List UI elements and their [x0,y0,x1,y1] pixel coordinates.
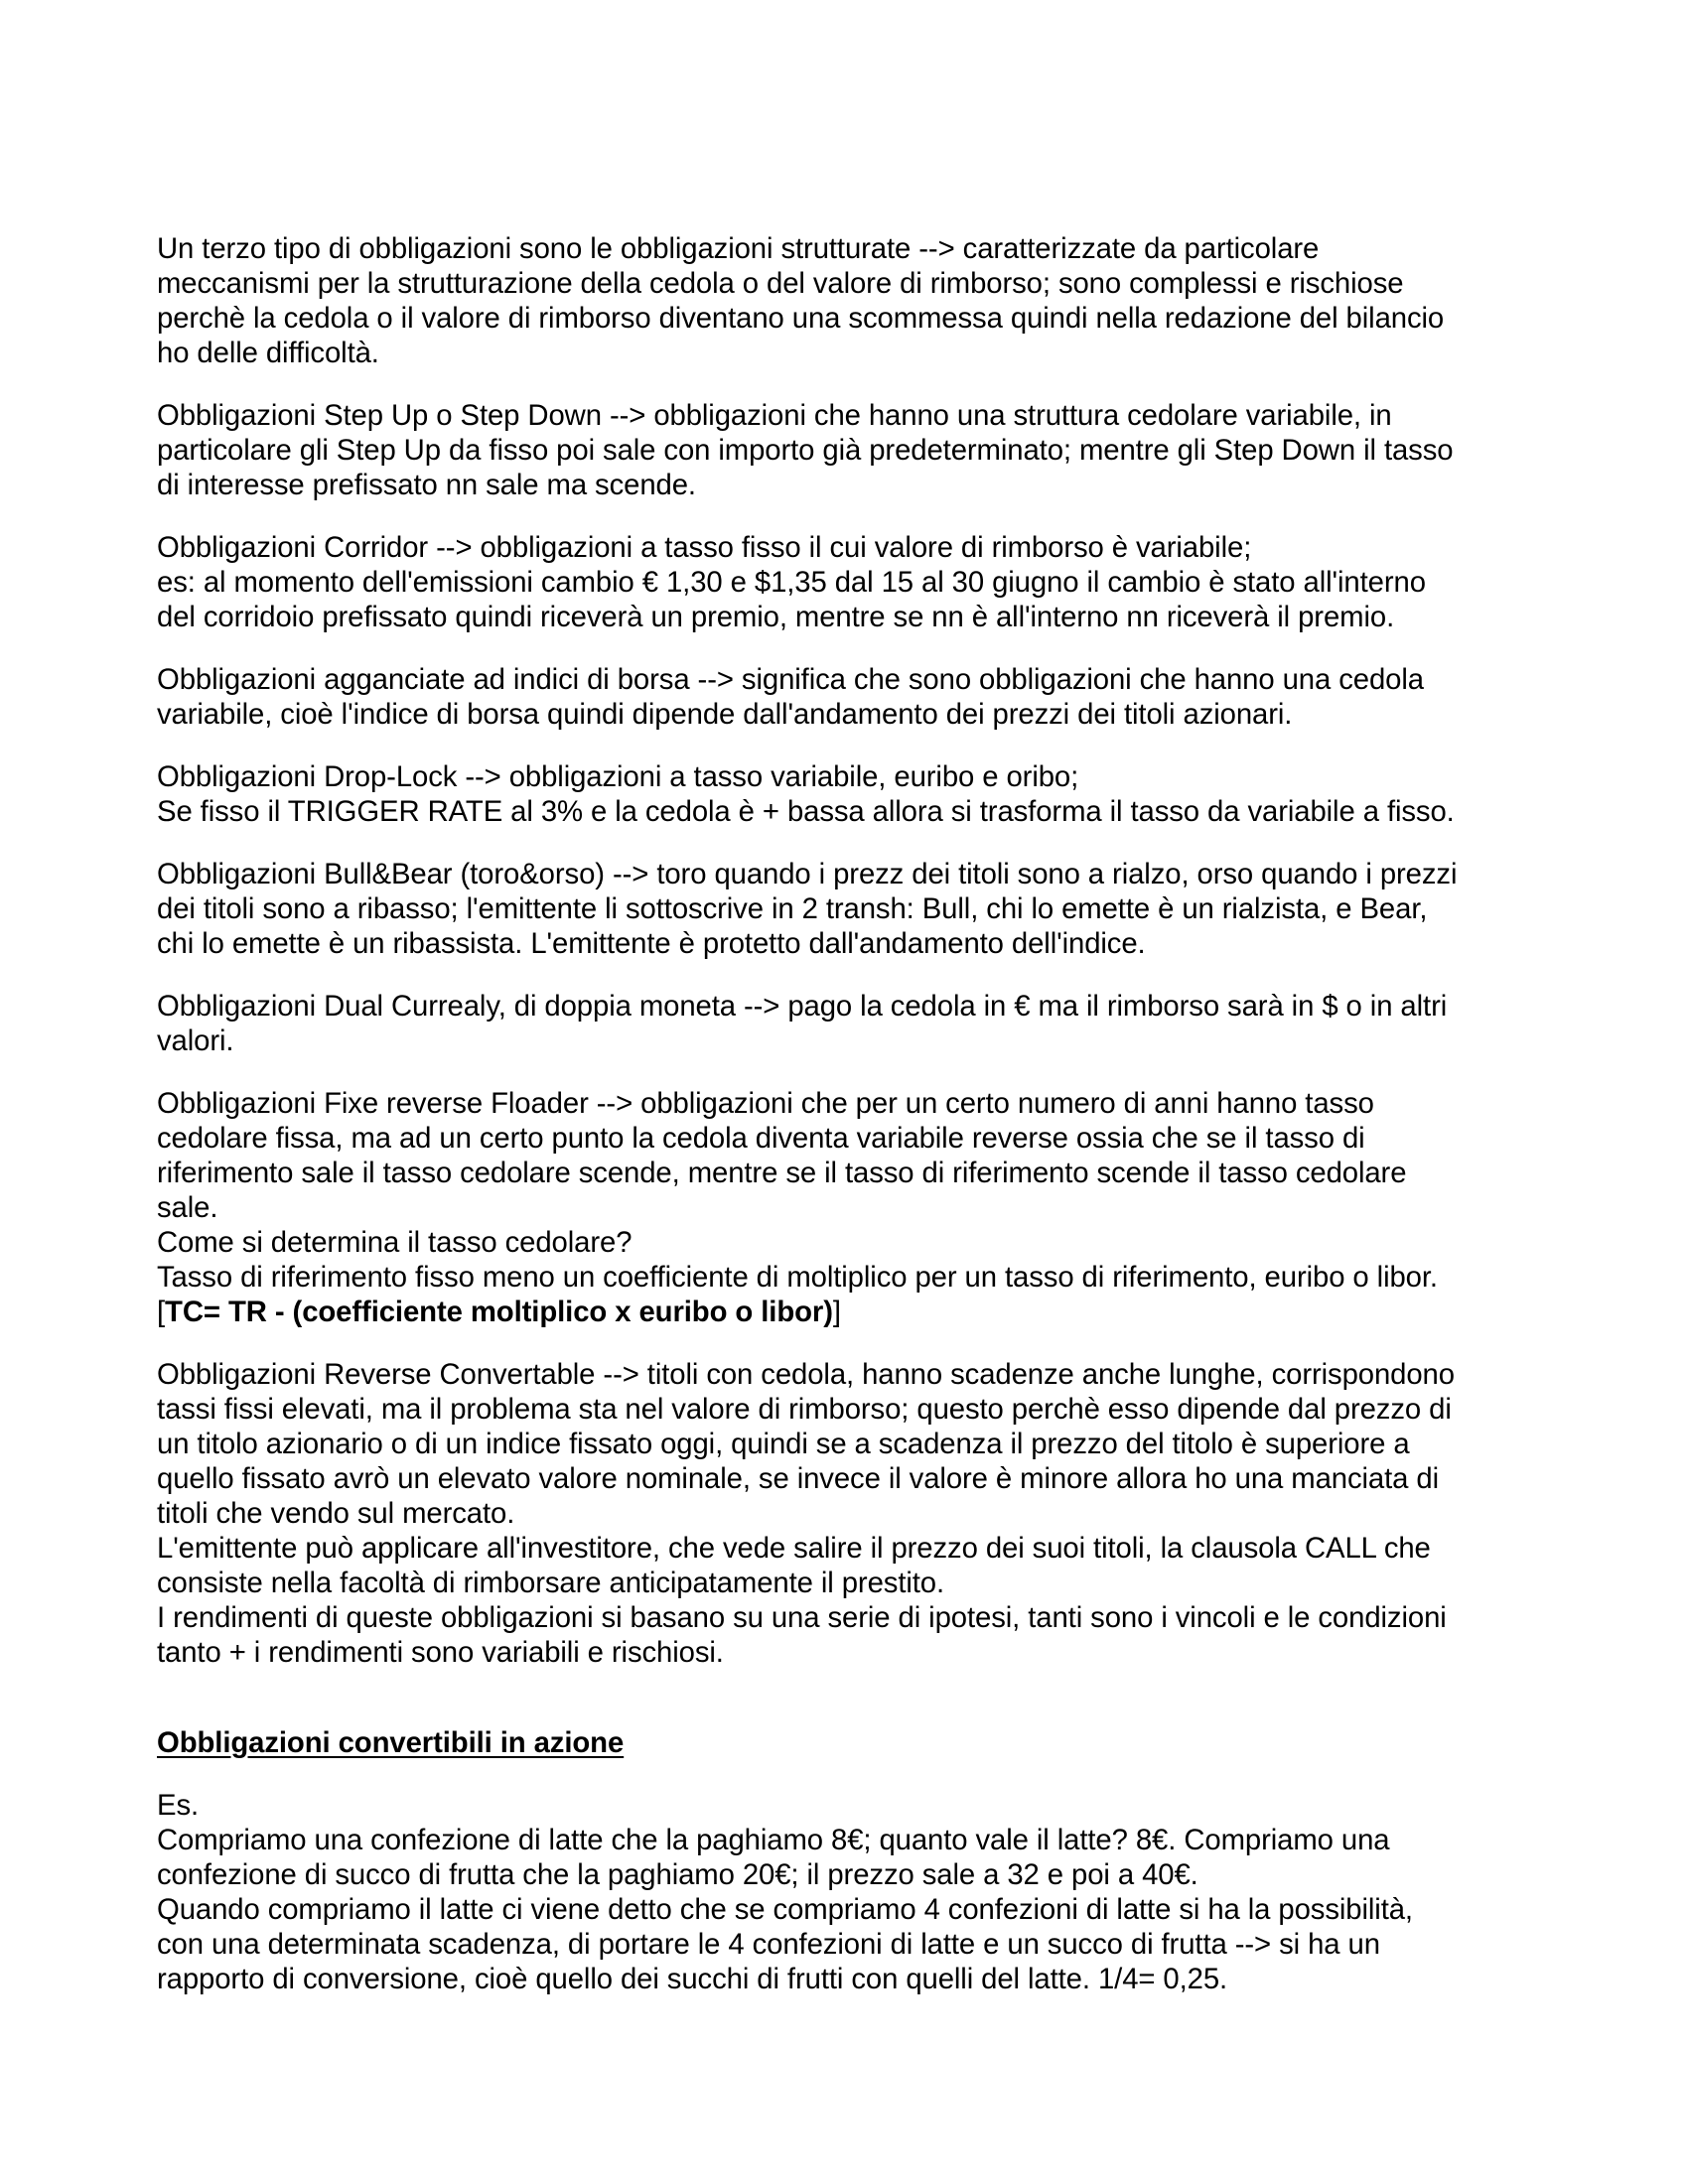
paragraph-corridor [157,530,1527,634]
text-line: dei titoli sono a ribasso; l'emittente li sottoscrive in 2 transh: Bull, chi lo emette è un rialzista, e Bear, [157,892,1428,925]
text-line: Quando compriamo il latte ci viene detto che se compriamo 4 confezioni di latte si ha la possibilità, [157,1893,1413,1926]
paragraph-index-linked [157,662,1527,732]
text-line: Obbligazioni Bull&Bear (toro&orso) --> toro quando i prezz dei titoli sono a rialzo, orso quando i prezzi [157,858,1458,890]
formula-open-bracket: [ [157,1296,166,1328]
text-line: variabile, cioè l'indice di borsa quindi dipende dall'andamento dei prezzi dei titoli azionari. [157,698,1293,731]
text-line: del corridoio prefissato quindi riceverà un premio, mentre se nn è all'interno nn riceverà il premio. [157,601,1395,633]
document-page [157,231,1527,2024]
formula-line [157,1295,1527,1329]
text-line: Obbligazioni Corridor --> obbligazioni a tasso fisso il cui valore di rimborso è variabile; [157,531,1252,564]
text-line: Obbligazioni Reverse Convertable --> titoli con cedola, hanno scadenze anche lunghe, corrispondono [157,1358,1455,1391]
paragraph-reverse-convertible [157,1357,1527,1670]
text-line: tassi fissi elevati, ma il problema sta nel valore di rimborso; questo perchè esso dipende dal prezzo di [157,1393,1452,1426]
text-line: Obbligazioni Step Up o Step Down --> obbligazioni che hanno una struttura cedolare variabile, in [157,399,1392,432]
text-line: Compriamo una confezione di latte che la paghiamo 8€; quanto vale il latte? 8€. Compriamo una [157,1824,1390,1856]
formula-bold: TC= TR - (coefficiente moltiplico x euribo o libor) [165,1296,833,1328]
text-line: perchè la cedola o il valore di rimborso diventano una scommessa quindi nella redazione del bilancio [157,302,1445,335]
text-line: Obbligazioni Dual Currealy, di doppia moneta --> pago la cedola in € ma il rimborso sarà in $ o in altri [157,990,1448,1023]
text-line: Un terzo tipo di obbligazioni sono le obbligazioni strutturate --> caratterizzate da particolare [157,232,1320,265]
paragraph-example [157,1788,1527,1996]
text-line: Obbligazioni Drop-Lock --> obbligazioni a tasso variabile, euribo e oribo; [157,760,1079,793]
text-line: un titolo azionario o di un indice fissato oggi, quindi se a scadenza il prezzo del titolo è superiore a [157,1428,1410,1460]
text-line: di interesse prefissato nn sale ma scende. [157,469,696,501]
paragraph-bull-bear [157,857,1527,961]
text-line: titoli che vendo sul mercato. [157,1497,515,1530]
text-line: es: al momento dell'emissioni cambio € 1,30 e $1,35 dal 15 al 30 giugno il cambio è stato all'interno [157,566,1426,599]
text-line: Obbligazioni Fixe reverse Floader --> obbligazioni che per un certo numero di anni hanno tasso [157,1087,1374,1120]
section-heading: Obbligazioni convertibili in azione [157,1726,625,1759]
example-label: Es. [157,1789,200,1822]
text-line: meccanismi per la strutturazione della cedola o del valore di rimborso; sono complessi e rischiose [157,267,1404,300]
text-line: I rendimenti di queste obbligazioni si basano su una serie di ipotesi, tanti sono i vincoli e le condizioni [157,1601,1447,1634]
text-line: riferimento sale il tasso cedolare scende, mentre se il tasso di riferimento scende il tasso cedolare [157,1157,1407,1189]
text-line: cedolare fissa, ma ad un certo punto la cedola diventa variabile reverse ossia che se il tasso di [157,1122,1365,1155]
text-line: tanto + i rendimenti sono variabili e rischiosi. [157,1636,724,1669]
text-line: Se fisso il TRIGGER RATE al 3% e la cedola è + bassa allora si trasforma il tasso da variabile a fisso. [157,795,1455,828]
formula-close-bracket: ] [832,1296,841,1328]
paragraph-reverse-floater [157,1086,1527,1329]
paragraph-structured-bonds [157,231,1527,370]
paragraph-drop-lock [157,759,1527,829]
text-line: Obbligazioni agganciate ad indici di borsa --> significa che sono obbligazioni che hanno una cedola [157,663,1424,696]
text-line: con una determinata scadenza, di portare le 4 confezioni di latte e un succo di frutta --> si ha un [157,1928,1380,1961]
text-line: rapporto di conversione, cioè quello dei succhi di frutti con quelli del latte. 1/4= 0,25. [157,1963,1228,1995]
text-line: quello fissato avrò un elevato valore nominale, se invece il valore è minore allora ho una manciata di [157,1462,1439,1495]
text-line: sale. [157,1191,218,1224]
text-line: confezione di succo di frutta che la paghiamo 20€; il prezzo sale a 32 e poi a 40€. [157,1858,1198,1891]
text-line: Tasso di riferimento fisso meno un coefficiente di moltiplico per un tasso di riferimento, euribo o libor. [157,1261,1438,1294]
text-line: particolare gli Step Up da fisso poi sale con importo già predeterminato; mentre gli Step Down il tasso [157,434,1454,467]
text-line: ho delle difficoltà. [157,337,379,369]
paragraph-step-up-down [157,398,1527,502]
text-line: valori. [157,1024,234,1057]
paragraph-dual-currency [157,989,1527,1058]
text-line: consiste nella facoltà di rimborsare anticipatamente il prestito. [157,1567,945,1599]
text-line: Come si determina il tasso cedolare? [157,1226,633,1259]
text-line: L'emittente può applicare all'investitore, che vede salire il prezzo dei suoi titoli, la clausola CALL che [157,1532,1431,1565]
text-line: chi lo emette è un ribassista. L'emittente è protetto dall'andamento dell'indice. [157,927,1146,960]
